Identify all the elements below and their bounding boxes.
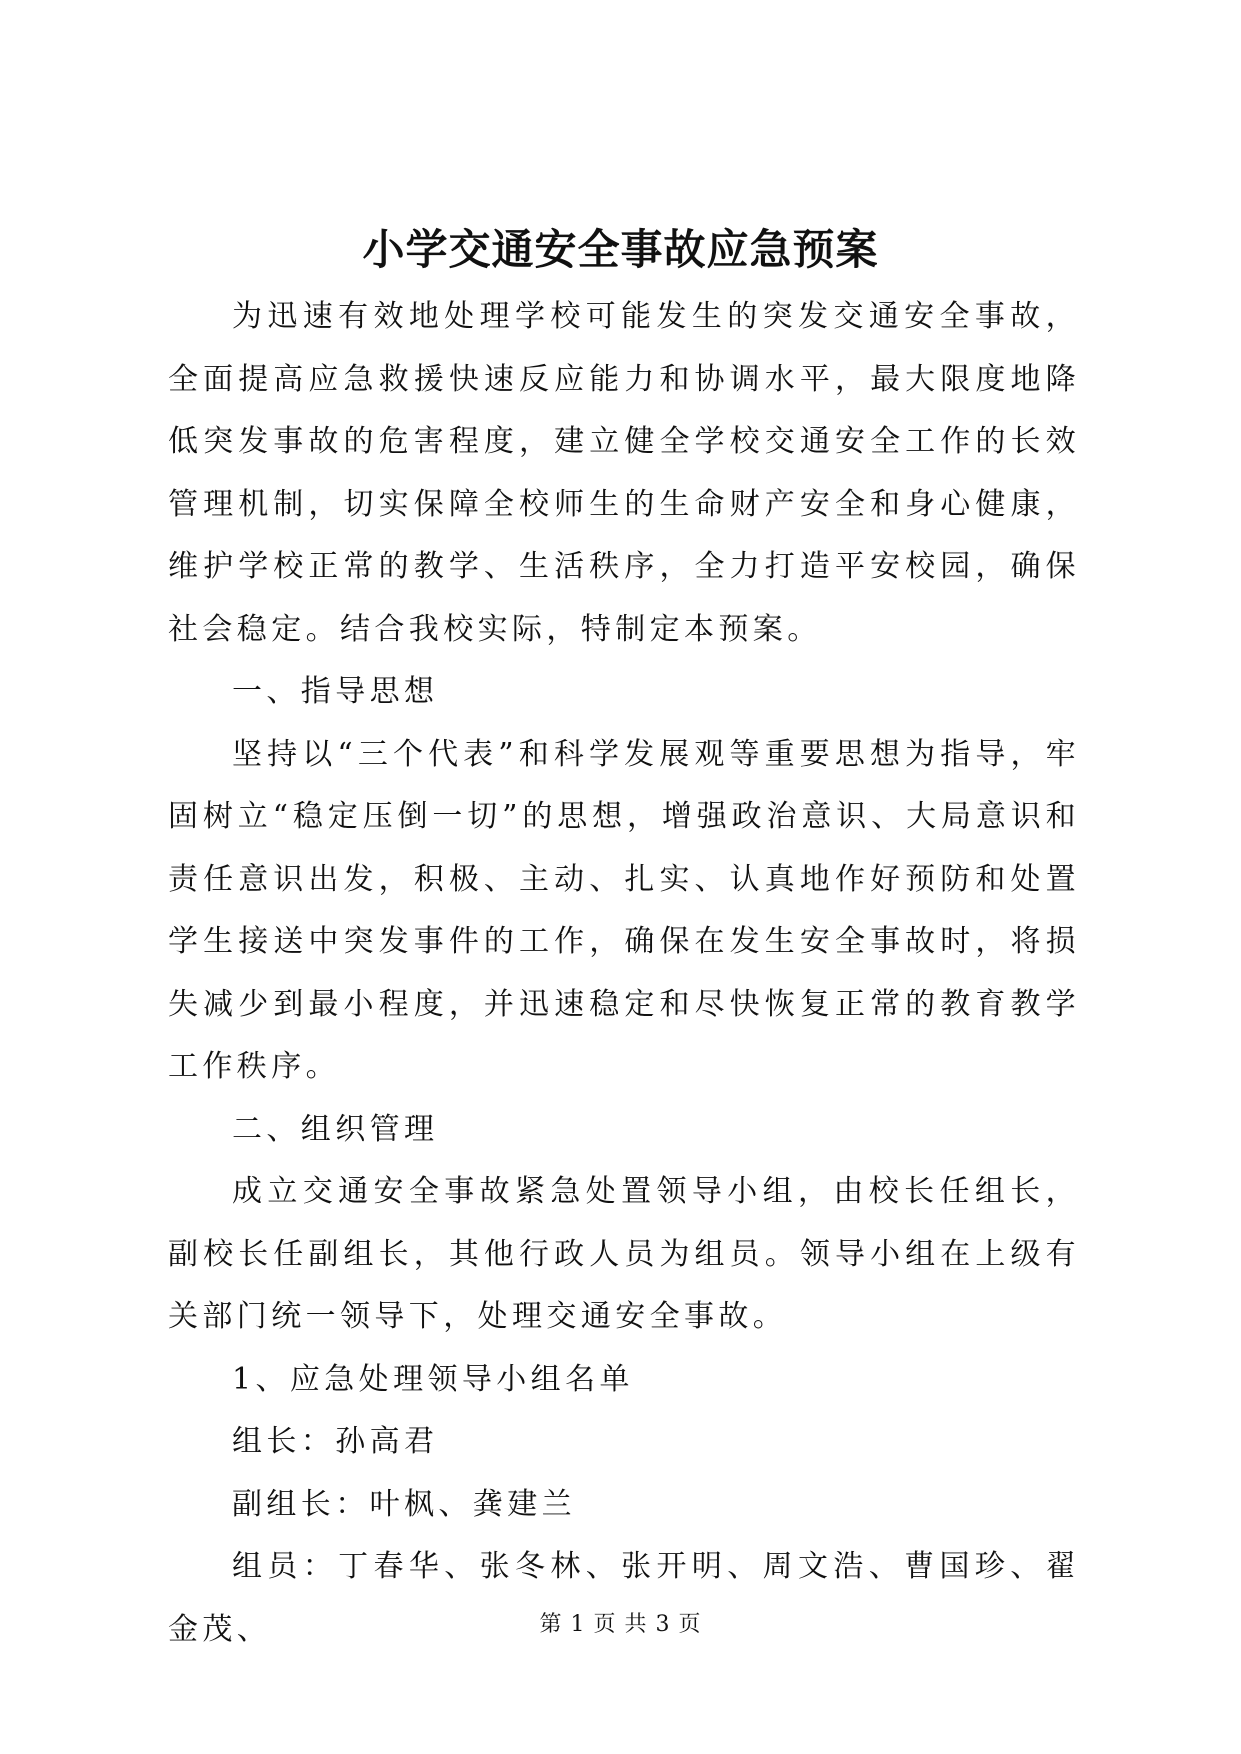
organization-paragraph: 成立交通安全事故紧急处置领导小组，由校长任组长，副校长任副组长，其他行政人员为组员。领导小组在上级有关部门统一领导下，处理交通安全事故。 bbox=[168, 1174, 1080, 1334]
subsection-leadership-list: 1、应急处理领导小组名单 bbox=[232, 1361, 634, 1397]
section-heading-guiding-ideology: 一、指导思想 bbox=[232, 674, 439, 709]
group-members-line: 组员：丁春华、张冬林、张开明、周文浩、曹国珍、翟金茂、 bbox=[168, 1549, 1080, 1647]
document-title: 小学交通安全事故应急预案 bbox=[362, 225, 879, 274]
group-leader-line: 组长：孙高君 bbox=[232, 1424, 439, 1459]
intro-paragraph: 为迅速有效地处理学校可能发生的突发交通安全事故，全面提高应急救援快速反应能力和协调水平，最大限度地降低突发事故的危害程度，建立健全学校交通安全工作的长效管理机制，切实保障全校师生的生命财产安全和身心健康，维护学校正常的教学、生活秩序，全力打造平安校园，确保社会稳定。结合我校实际，特制定本预案。 bbox=[168, 299, 1080, 647]
section-heading-organization: 二、组织管理 bbox=[232, 1111, 439, 1147]
document-body bbox=[168, 286, 1080, 1661]
page-footer: 第 1 页 共 3 页 bbox=[539, 1612, 702, 1637]
guiding-ideology-paragraph: 坚持以“三个代表”和科学发展观等重要思想为指导，牢固树立“稳定压倒一切”的思想，增强政治意识、大局意识和责任意识出发，积极、主动、扎实、认真地作好预防和处置学生接送中突发事件的工作，确保在发生安全事故时，将损失减少到最小程度，并迅速稳定和尽快恢复正常的教育教学工作秩序。 bbox=[168, 736, 1080, 1084]
deputy-leader-line: 副组长：叶枫、龚建兰 bbox=[232, 1486, 576, 1522]
